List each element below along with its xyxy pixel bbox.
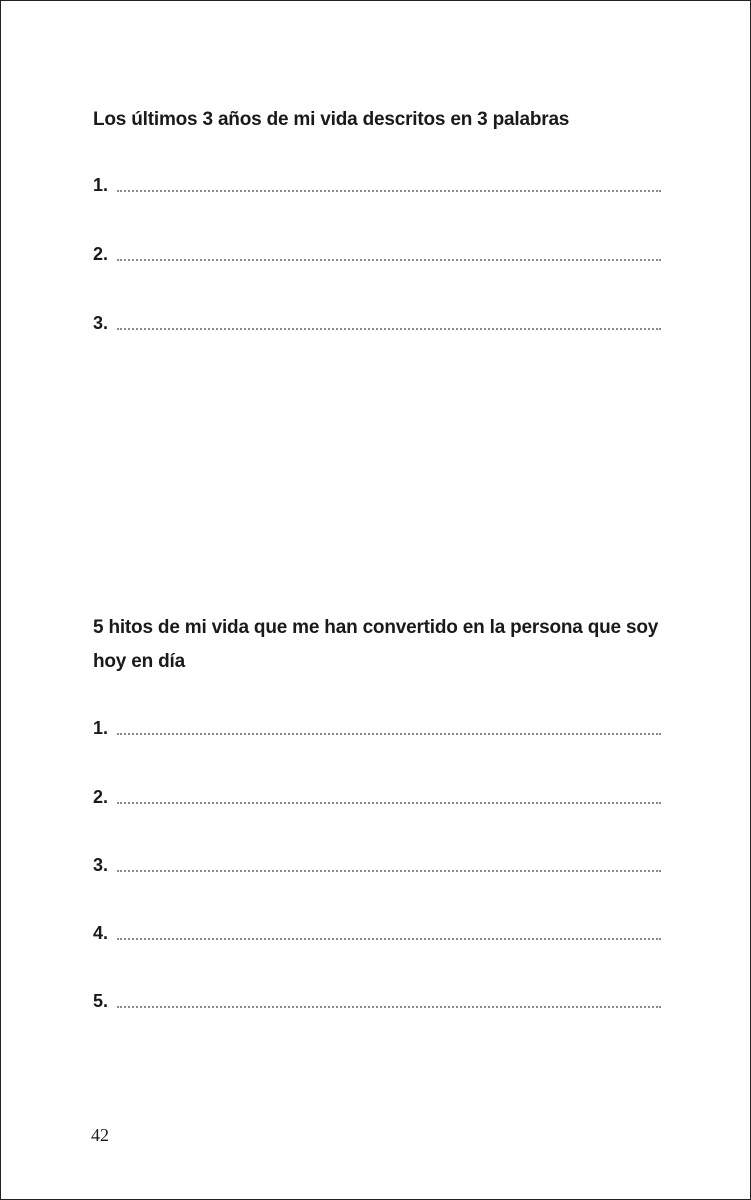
answer-line-number: 1. <box>93 175 109 195</box>
milestone-line-2[interactable] <box>93 783 661 807</box>
milestone-line-3[interactable] <box>93 851 661 875</box>
milestone-line-5[interactable] <box>93 987 661 1011</box>
dotted-line <box>117 868 661 872</box>
page-number: 42 <box>91 1125 109 1145</box>
milestone-line-1[interactable] <box>93 714 661 738</box>
milestone-line-number: 5. <box>93 991 109 1011</box>
answer-line-number: 3. <box>93 313 109 333</box>
dotted-line <box>117 257 661 261</box>
section-one-heading: Los últimos 3 años de mi vida descritos en 3 palabras <box>93 109 570 130</box>
dotted-line <box>117 800 661 804</box>
dotted-line <box>117 188 661 192</box>
milestone-line-number: 1. <box>93 718 109 738</box>
milestone-line-4[interactable] <box>93 919 661 943</box>
answer-line-3[interactable] <box>93 309 661 333</box>
section-two-heading: 5 hitos de mi vida que me han convertido en la persona que soy hoy en día <box>93 617 659 672</box>
answer-line-2[interactable] <box>93 240 661 264</box>
answer-line-1[interactable] <box>93 171 661 195</box>
milestone-line-number: 2. <box>93 787 109 807</box>
milestone-line-number: 3. <box>93 855 109 875</box>
answer-line-number: 2. <box>93 244 109 264</box>
dotted-line <box>117 731 661 735</box>
dotted-line <box>117 936 661 940</box>
dotted-line <box>117 326 661 330</box>
dotted-line <box>117 1004 661 1008</box>
milestone-line-number: 4. <box>93 923 109 943</box>
